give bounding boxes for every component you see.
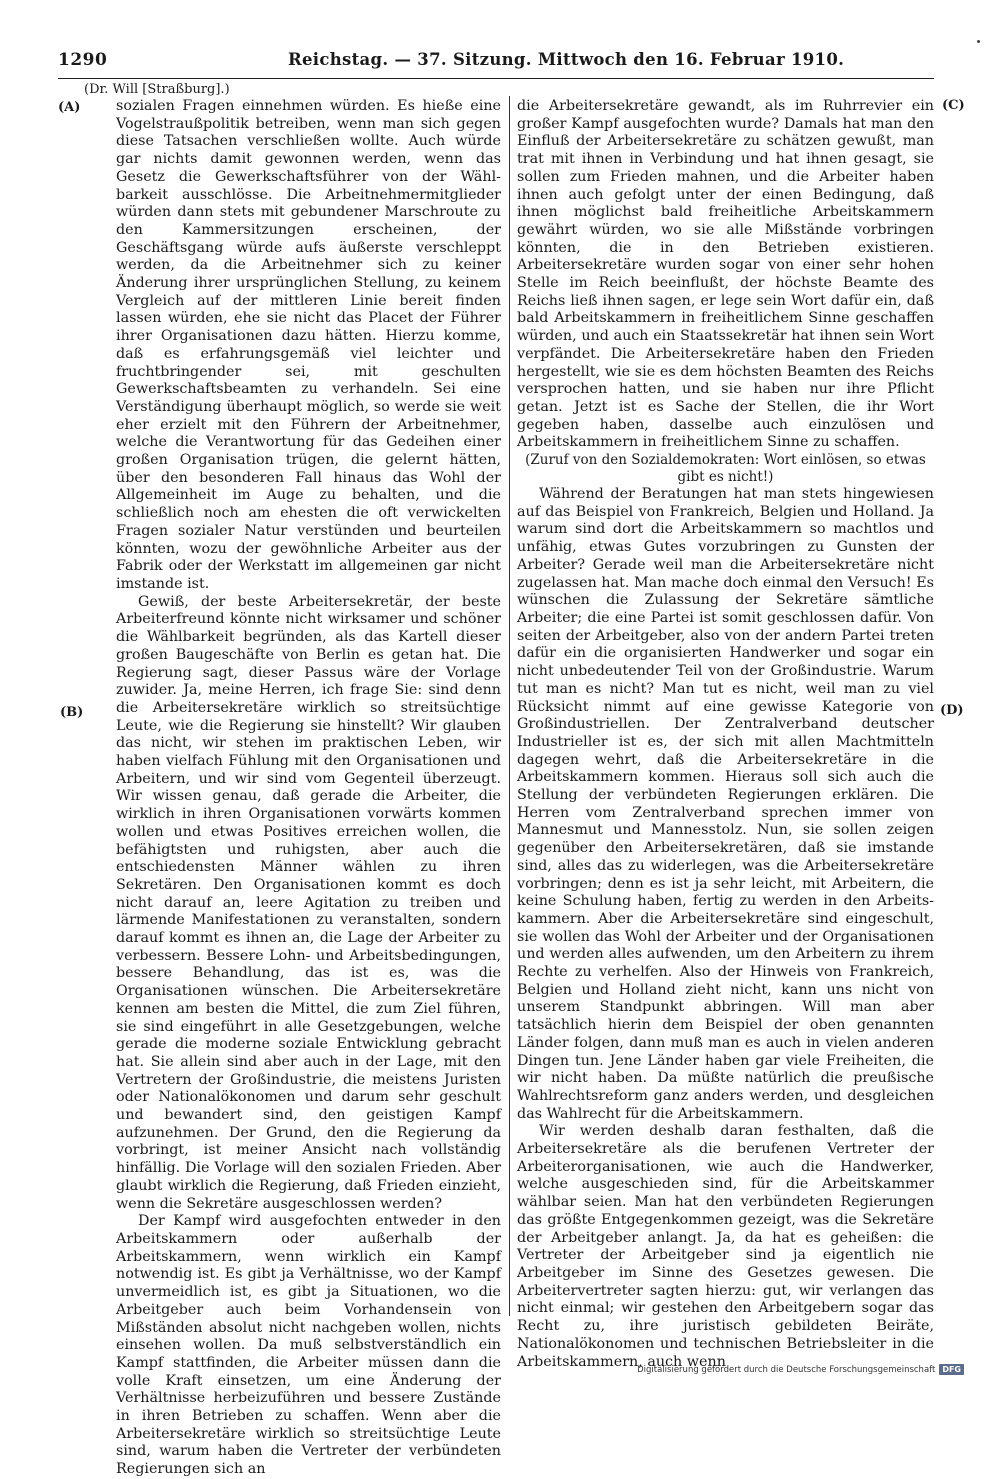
footer-credit: Digitalisierung gefördert durch die Deutsche Forschungsgemeinschaft <box>637 1364 936 1375</box>
right-column <box>517 98 934 1371</box>
paragraph: Der Kampf wird ausgefochten entweder in den Arbeitskammern oder außerhalb der Arbeitskammern, wenn wirklich ein Kampf notwendig ist. Es gibt ja Verhältnisse, wo der Kampf unvermeidlich ist, es gibt ja Situationen, wo die Arbeitgeber auch beim Vorhandensein von Mißständen absolut nicht nachgeben wollen, nichts einsehen wollen. Da muß selbstverständlich ein Kampf stattfinden, die Arbeiter müssen dann die volle Kraft einsetzen, um eine Änderung der Verhältnisse herbeizuführen und bessere Zustände in ihren Betrieben zu schaffen. Wenn aber die Arbeitersekretäre wirklich so streitsüchtige Leute sind, warum haben die Vertreter der verbündeten Regierungen sich an <box>116 1213 501 1478</box>
margin-label-d: (D) <box>940 703 964 718</box>
page-number: 1290 <box>58 50 108 70</box>
dfg-logo-icon: DFG <box>939 1364 964 1375</box>
paragraph: die Arbeitersekretäre gewandt, als im Ruhrrevier ein großer Kampf ausgefochten wurde? Damals hat man den Einfluß der Arbeitersekretäre zu schätzen gewußt, man trat mit ihnen in Verbindung und hat ihnen gesagt, sie sollen zum Frieden mahnen, und die Arbeiter haben ihnen auch gefolgt unter der einen Bedingung, daß ihnen möglichst bald freiheitliche Arbeitskammern gewährt würden, wo sie alle Mißstände vorbringen könnten, die in den Betrieben existieren. Arbeitersekretäre wurden sogar von einer sehr hohen Stelle im Reich beeinflußt, der höchste Beamte des Reichs ließ ihnen sagen, er lege sein Wort dafür ein, daß bald Arbeitskammern in freiheitlichem Sinne geschaffen würden, und auch ein Staatssekretär hat ihnen sein Wort verpfändet. Die Arbeitersekretäre haben den Frieden hergestellt, wie sie es dem höchsten Beamten des Reichs versprochen hatten, und sie haben nur ihre Pflicht getan. Jetzt ist es Sache der Stellen, die ihr Wort gegeben haben, dasselbe auch einzulösen und Arbeitskammern in freiheitlichem Sinne zu schaffen. <box>517 98 934 451</box>
paragraph: sozialen Fragen einnehmen würden. Es hieße eine Vogelstraußpolitik betreiben, wenn man sich gegen diese Tatsachen verschließen wollte. Auch würde gar nichts damit gewonnen werden, wenn das Gesetz die Gewerkschaftsführer von der Wählbarkeit ausschlösse. Die Arbeitnehmermitglieder würden dann stets mit gebundener Marschroute zu den Kammersitzungen erscheinen, der Geschäftsgang würde aufs äußerste verschleppt werden, da die Arbeitnehmer sich zu keiner Änderung ihrer ursprünglichen Stellung, zu keinem Vergleich auf der mittleren Linie bereit finden lassen würden, ehe sie nicht das Placet der Führer ihrer Organisationen dazu hätten. Hierzu komme, daß es erfahrungsgemäß viel leichter und fruchtbringender sei, mit geschulten Gewerkschaftsbeamten zu verhandeln. Sei eine Verständigung überhaupt möglich, so werde sie weit eher erzielt mit den Führern der Arbeitnehmer, welche die Verantwortung für das Gedeihen einer großen Organisation trügen, die gelernt hätten, über den besonderen Fall hinaus das Wohl der Allgemeinheit im Auge zu behalten, und die schließlich noch am ehesten die oft verwickelten Fragen sozialer Natur verstünden und beurteilen könnten, wozu der gewöhnliche Arbeiter aus der Fabrik oder der Werkstatt im allgemeinen gar nicht imstande ist. <box>116 98 501 592</box>
speaker-label: (Dr. Will [Straßburg].) <box>84 82 230 97</box>
footer <box>637 1364 964 1375</box>
page-speck <box>977 40 980 43</box>
margin-label-a: (A) <box>58 100 81 115</box>
margin-label-b: (B) <box>60 705 84 720</box>
page-header <box>58 50 934 80</box>
left-column <box>116 98 501 1479</box>
margin-label-c: (C) <box>942 98 965 113</box>
paragraph: Wir werden deshalb daran festhalten, daß die Arbeitersekretäre als die berufenen Vertreter der Arbeiterorganisationen, wie auch die Handwerker, welche ausgeschieden sind, für die Arbeitskammer wählbar seien. Man hat den verbündeten Regierungen das größte Entgegenkommen gezeigt, was die Sekretäre der Arbeitgeber anlangt. Ja, da hat es geheißen: die Vertreter der Arbeitgeber sind ja eigentlich nie Arbeitgeber im Sinne des Gesetzes gewesen. Die Arbeitervertreter sagten hierzu: gut, wir verlangen das nicht einmal; wir gestehen den Arbeitgebern sogar das Recht zu, ihre juristisch gebildeten Beiräte, Nationalökonomen und technischen Betriebsleiter in die Arbeitskammern, auch wenn <box>517 1123 934 1370</box>
column-divider <box>509 96 510 1316</box>
header-rule <box>58 78 934 79</box>
paragraph: Während der Beratungen hat man stets hingewiesen auf das Beispiel von Frankreich, Belgien und Holland. Ja warum sind dort die Arbeitskammern so machtlos und unfähig, etwas Gutes vorzubringen zu Gunsten der Arbeiter? Gerade weil man die Arbeitersekretäre nicht zugelassen hat. Man mache doch einmal den Versuch! Es wünschen die Zulassung der Sekretäre sämtliche Arbeiter; die eine Partei ist somit geschlossen dafür. Von seiten der Arbeitgeber, also von der andern Partei treten dafür ein die organisierten Handwerker und sogar ein nicht unbedeutender Teil von der Großindustrie. Warum tut man es nicht? Man tut es nicht, weil man zu viel Rücksicht nimmt auf eine gewisse Kategorie von Großindustriellen. Der Zentralverband deutscher Industrieller ist es, der sich mit allen Machtmitteln dagegen wehrt, daß die Arbeitersekretäre in die Arbeitskammern kommen. Hieraus soll sich auch die Stellung der verbündeten Regierungen erklären. Die Herren vom Zentralverband sprechen immer von Mannesmut und Mannesstolz. Nun, sie sollen zeigen gegenüber den Arbeitersekretären, daß sie imstande sind, alles das zu widerlegen, was die Arbeitersekretäre vorbringen; denn es ist ja sehr leicht, mit Arbeitern, die keine Schulung haben, fertig zu werden in den Arbeitskammern. Aber die Arbeitersekretäre sind eingeschult, sie wollen das Wohl der Arbeiter und der Organisationen und werden alles aufwenden, um den Arbeitern zu ihrem Rechte zu verhelfen. Also der Hinweis von Frankreich, Belgien und Holland zieht nicht, kann uns nicht von unserem Standpunkt abbringen. Will man aber tatsächlich hierin dem Beispiel der oben genannten Länder folgen, dann muß man es auch in vielen anderen Dingen tun. Jene Länder haben gar viele Freiheiten, die wir nicht haben. Da müßte natürlich die preußische Wahlrechtsreform ganz anders werden, und desgleichen das Wahlrecht für die Arbeitskammern. <box>517 486 934 1122</box>
paragraph: Gewiß, der beste Arbeitersekretär, der beste Arbeiterfreund könnte nicht wirksamer und schöner die Wählbarkeit begründen, als das Kartell dieser großen Baugeschäfte von Berlin es getan hat. Die Regierung sagt, dieser Passus wäre der Vorlage zuwider. Ja, meine Herren, ich frage Sie: sind denn die Arbeitersekretäre wirklich so streitsüchtige Leute, wie die Regierung sie hinstellt? Wir glauben das nicht, wir stehen im praktischen Leben, wir haben vielfach Fühlung mit den Organisationen und Arbeitern, und wir sind vom Gegenteil überzeugt. Wir wissen genau, daß gerade die Arbeiter, die wirklich in ihren Organisationen vorwärts kommen wollen und etwas Positives erreichen wollen, die befähigtsten und ruhigsten, aber auch die entschiedensten Männer wählen zu ihren Sekretären. Den Organisationen kommt es doch nicht darauf an, leere Agitation zu treiben und lärmende Manifestationen zu veranstalten, sondern darauf kommt es ihnen an, die Lage der Arbeiter zu verbessern. Bessere Lohn- und Arbeitsbedingungen, bessere Behandlung, das ist es, was die Organisationen wünschen. Die Arbeitersekretäre kennen am besten die Mittel, die zum Ziel führen, sie sind eingeführt in alle Gesetzgebungen, welche gerade die moderne soziale Entwicklung gebracht hat. Sie allein sind aber auch in der Lage, mit den Vertretern der Großindustrie, die meistens Juristen oder Nationalökonomen und darum sehr geschult und bewandert sind, den geistigen Kampf aufzunehmen. Der Grund, den die Regierung da vorbringt, ist meiner Ansicht nach vollständig hinfällig. Die Vorlage will den sozialen Frieden. Aber glaubt wirklich die Regierung, daß Frieden einzieht, wenn die Sekretäre ausgeschlossen werden? <box>116 593 501 1212</box>
running-head: Reichstag. — 37. Sitzung. Mittwoch den 16. Februar 1910. <box>288 50 845 69</box>
interjection: (Zuruf von den Sozialdemokraten: Wort einlösen, so etwas gibt es nicht!) <box>525 452 926 486</box>
